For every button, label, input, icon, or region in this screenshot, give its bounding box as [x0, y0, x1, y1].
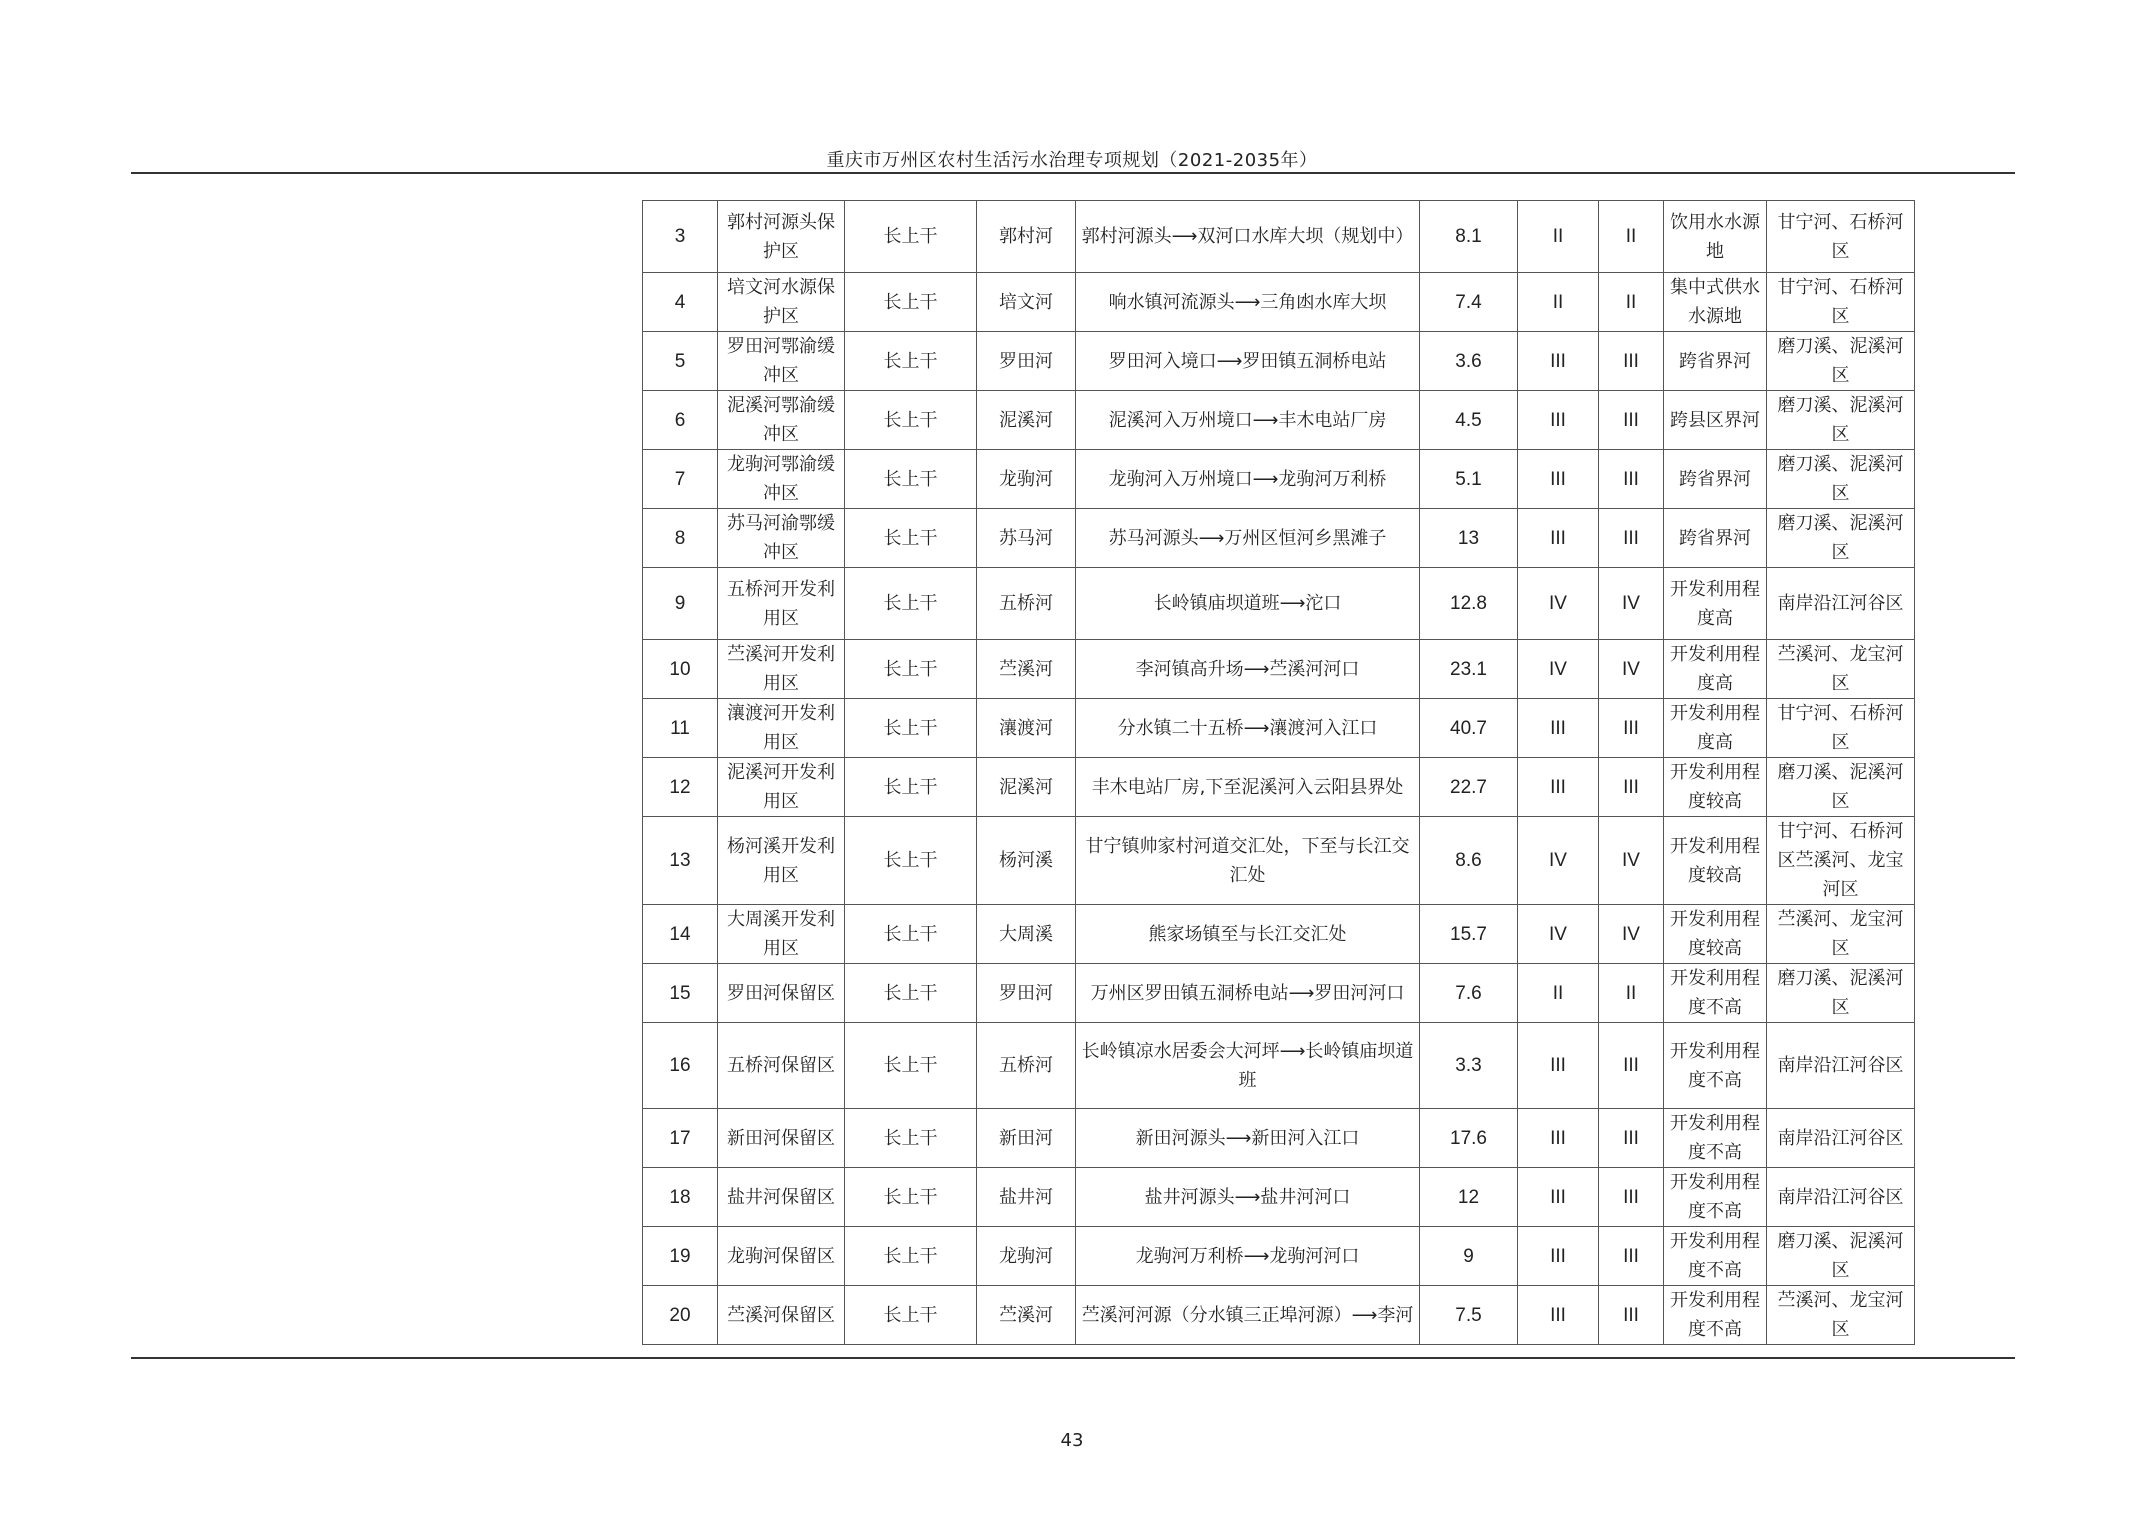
zone-name-cell: 新田河保留区: [718, 1109, 845, 1168]
water-body-cell: 苎溪河: [977, 1286, 1076, 1345]
river-system-cell: 长上干: [845, 1227, 977, 1286]
zone-name-cell: 龙驹河鄂渝缓冲区: [718, 450, 845, 509]
row-number-cell: 20: [643, 1286, 718, 1345]
water-function-zone-table: [642, 200, 1915, 1345]
header-title: 重庆市万州区农村生活污水治理专项规划（2021-2035年）: [826, 150, 1318, 171]
table-row: [643, 758, 1915, 817]
river-system-cell: 长上干: [845, 391, 977, 450]
basin-area-cell: 南岸沿江河谷区: [1767, 1109, 1915, 1168]
river-system-cell: 长上干: [845, 450, 977, 509]
division-basis-cell: 开发利用程度不高: [1664, 964, 1767, 1023]
zone-scope-cell: 龙驹河万利桥⟶龙驹河河口: [1076, 1227, 1420, 1286]
zone-name-cell: 罗田河保留区: [718, 964, 845, 1023]
table-row: [643, 699, 1915, 758]
target-grade-cell: III: [1599, 1023, 1664, 1109]
row-number-cell: 5: [643, 332, 718, 391]
river-system-cell: 长上干: [845, 509, 977, 568]
current-grade-cell: III: [1518, 1168, 1599, 1227]
basin-area-cell: 苎溪河、龙宝河区: [1767, 1286, 1915, 1345]
division-basis-cell: 开发利用程度高: [1664, 640, 1767, 699]
table-row: [643, 1168, 1915, 1227]
table-row: [643, 332, 1915, 391]
zone-name-cell: 大周溪开发利用区: [718, 905, 845, 964]
zone-length-cell: 7.5: [1420, 1286, 1518, 1345]
row-number-cell: 11: [643, 699, 718, 758]
table-row: [643, 640, 1915, 699]
current-grade-cell: III: [1518, 1109, 1599, 1168]
zone-scope-cell: 苏马河源头⟶万州区恒河乡黑滩子: [1076, 509, 1420, 568]
division-basis-cell: 集中式供水水源地: [1664, 273, 1767, 332]
footer-divider: [131, 1357, 2015, 1359]
zone-length-cell: 7.4: [1420, 273, 1518, 332]
water-body-cell: 五桥河: [977, 568, 1076, 640]
zone-scope-cell: 熊家场镇至与长江交汇处: [1076, 905, 1420, 964]
water-body-cell: 培文河: [977, 273, 1076, 332]
zone-name-cell: 五桥河开发利用区: [718, 568, 845, 640]
table-row: [643, 1109, 1915, 1168]
row-number-cell: 16: [643, 1023, 718, 1109]
row-number-cell: 6: [643, 391, 718, 450]
target-grade-cell: II: [1599, 964, 1664, 1023]
zone-length-cell: 17.6: [1420, 1109, 1518, 1168]
division-basis-cell: 开发利用程度高: [1664, 699, 1767, 758]
zone-scope-cell: 甘宁镇帅家村河道交汇处，下至与长江交汇处: [1076, 817, 1420, 905]
current-grade-cell: III: [1518, 1286, 1599, 1345]
zone-name-cell: 杨河溪开发利用区: [718, 817, 845, 905]
zone-length-cell: 7.6: [1420, 964, 1518, 1023]
table-row: [643, 509, 1915, 568]
zone-length-cell: 12: [1420, 1168, 1518, 1227]
water-body-cell: 苎溪河: [977, 640, 1076, 699]
row-number-cell: 19: [643, 1227, 718, 1286]
basin-area-cell: 磨刀溪、泥溪河区: [1767, 758, 1915, 817]
basin-area-cell: 南岸沿江河谷区: [1767, 1023, 1915, 1109]
zone-name-cell: 苎溪河保留区: [718, 1286, 845, 1345]
river-system-cell: 长上干: [845, 1023, 977, 1109]
division-basis-cell: 饮用水水源地: [1664, 201, 1767, 273]
zone-scope-cell: 长岭镇凉水居委会大河坪⟶长岭镇庙坝道班: [1076, 1023, 1420, 1109]
basin-area-cell: 磨刀溪、泥溪河区: [1767, 1227, 1915, 1286]
division-basis-cell: 开发利用程度较高: [1664, 905, 1767, 964]
row-number-cell: 12: [643, 758, 718, 817]
water-body-cell: 五桥河: [977, 1023, 1076, 1109]
current-grade-cell: III: [1518, 758, 1599, 817]
target-grade-cell: III: [1599, 1227, 1664, 1286]
current-grade-cell: III: [1518, 699, 1599, 758]
row-number-cell: 18: [643, 1168, 718, 1227]
water-body-cell: 罗田河: [977, 332, 1076, 391]
zone-length-cell: 40.7: [1420, 699, 1518, 758]
target-grade-cell: III: [1599, 332, 1664, 391]
target-grade-cell: III: [1599, 509, 1664, 568]
water-body-cell: 瀼渡河: [977, 699, 1076, 758]
row-number-cell: 7: [643, 450, 718, 509]
row-number-cell: 17: [643, 1109, 718, 1168]
target-grade-cell: IV: [1599, 905, 1664, 964]
table-body: [643, 201, 1915, 1345]
zone-scope-cell: 罗田河入境口⟶罗田镇五洞桥电站: [1076, 332, 1420, 391]
basin-area-cell: 甘宁河、石桥河区: [1767, 273, 1915, 332]
zone-length-cell: 4.5: [1420, 391, 1518, 450]
basin-area-cell: 甘宁河、石桥河区苎溪河、龙宝河区: [1767, 817, 1915, 905]
basin-area-cell: 苎溪河、龙宝河区: [1767, 640, 1915, 699]
table-row: [643, 905, 1915, 964]
zone-length-cell: 9: [1420, 1227, 1518, 1286]
header-divider: [131, 172, 2015, 174]
table-row: [643, 201, 1915, 273]
division-basis-cell: 开发利用程度较高: [1664, 817, 1767, 905]
river-system-cell: 长上干: [845, 964, 977, 1023]
current-grade-cell: III: [1518, 450, 1599, 509]
target-grade-cell: IV: [1599, 568, 1664, 640]
zone-scope-cell: 盐井河源头⟶盐井河河口: [1076, 1168, 1420, 1227]
zone-name-cell: 苎溪河开发利用区: [718, 640, 845, 699]
division-basis-cell: 跨省界河: [1664, 332, 1767, 391]
water-body-cell: 杨河溪: [977, 817, 1076, 905]
water-body-cell: 大周溪: [977, 905, 1076, 964]
river-system-cell: 长上干: [845, 817, 977, 905]
target-grade-cell: III: [1599, 391, 1664, 450]
zone-name-cell: 盐井河保留区: [718, 1168, 845, 1227]
current-grade-cell: III: [1518, 509, 1599, 568]
water-body-cell: 泥溪河: [977, 391, 1076, 450]
water-body-cell: 郭村河: [977, 201, 1076, 273]
zone-scope-cell: 万州区罗田镇五洞桥电站⟶罗田河河口: [1076, 964, 1420, 1023]
zone-name-cell: 培文河水源保护区: [718, 273, 845, 332]
current-grade-cell: II: [1518, 273, 1599, 332]
water-body-cell: 泥溪河: [977, 758, 1076, 817]
zone-length-cell: 12.8: [1420, 568, 1518, 640]
water-body-cell: 龙驹河: [977, 1227, 1076, 1286]
target-grade-cell: IV: [1599, 640, 1664, 699]
current-grade-cell: III: [1518, 391, 1599, 450]
river-system-cell: 长上干: [845, 201, 977, 273]
current-grade-cell: III: [1518, 1227, 1599, 1286]
water-body-cell: 苏马河: [977, 509, 1076, 568]
river-system-cell: 长上干: [845, 699, 977, 758]
target-grade-cell: II: [1599, 273, 1664, 332]
river-system-cell: 长上干: [845, 640, 977, 699]
zone-name-cell: 苏马河渝鄂缓冲区: [718, 509, 845, 568]
division-basis-cell: 开发利用程度不高: [1664, 1227, 1767, 1286]
zone-scope-cell: 李河镇高升场⟶苎溪河河口: [1076, 640, 1420, 699]
table-row: [643, 450, 1915, 509]
division-basis-cell: 跨县区界河: [1664, 391, 1767, 450]
current-grade-cell: IV: [1518, 905, 1599, 964]
target-grade-cell: III: [1599, 1109, 1664, 1168]
zone-name-cell: 泥溪河开发利用区: [718, 758, 845, 817]
zone-scope-cell: 响水镇河流源头⟶三角凼水库大坝: [1076, 273, 1420, 332]
page-number: 43: [1060, 1430, 1084, 1451]
target-grade-cell: III: [1599, 1286, 1664, 1345]
current-grade-cell: II: [1518, 201, 1599, 273]
basin-area-cell: 磨刀溪、泥溪河区: [1767, 332, 1915, 391]
basin-area-cell: 南岸沿江河谷区: [1767, 1168, 1915, 1227]
current-grade-cell: IV: [1518, 817, 1599, 905]
row-number-cell: 8: [643, 509, 718, 568]
river-system-cell: 长上干: [845, 1168, 977, 1227]
basin-area-cell: 甘宁河、石桥河区: [1767, 699, 1915, 758]
zone-scope-cell: 苎溪河河源（分水镇三正埠河源）⟶李河: [1076, 1286, 1420, 1345]
current-grade-cell: III: [1518, 332, 1599, 391]
water-body-cell: 龙驹河: [977, 450, 1076, 509]
division-basis-cell: 开发利用程度不高: [1664, 1286, 1767, 1345]
table-row: [643, 964, 1915, 1023]
target-grade-cell: II: [1599, 201, 1664, 273]
row-number-cell: 14: [643, 905, 718, 964]
division-basis-cell: 开发利用程度较高: [1664, 758, 1767, 817]
basin-area-cell: 磨刀溪、泥溪河区: [1767, 450, 1915, 509]
current-grade-cell: IV: [1518, 568, 1599, 640]
division-basis-cell: 开发利用程度不高: [1664, 1023, 1767, 1109]
zone-scope-cell: 丰木电站厂房,下至泥溪河入云阳县界处: [1076, 758, 1420, 817]
basin-area-cell: 甘宁河、石桥河区: [1767, 201, 1915, 273]
basin-area-cell: 磨刀溪、泥溪河区: [1767, 391, 1915, 450]
row-number-cell: 15: [643, 964, 718, 1023]
table-row: [643, 1227, 1915, 1286]
table-row: [643, 391, 1915, 450]
river-system-cell: 长上干: [845, 905, 977, 964]
row-number-cell: 9: [643, 568, 718, 640]
zone-length-cell: 22.7: [1420, 758, 1518, 817]
table-row: [643, 273, 1915, 332]
row-number-cell: 3: [643, 201, 718, 273]
target-grade-cell: III: [1599, 699, 1664, 758]
division-basis-cell: 跨省界河: [1664, 450, 1767, 509]
current-grade-cell: II: [1518, 964, 1599, 1023]
table-row: [643, 568, 1915, 640]
zone-length-cell: 8.1: [1420, 201, 1518, 273]
water-body-cell: 罗田河: [977, 964, 1076, 1023]
water-body-cell: 新田河: [977, 1109, 1076, 1168]
row-number-cell: 10: [643, 640, 718, 699]
table-row: [643, 817, 1915, 905]
target-grade-cell: III: [1599, 450, 1664, 509]
water-body-cell: 盐井河: [977, 1168, 1076, 1227]
zone-name-cell: 罗田河鄂渝缓冲区: [718, 332, 845, 391]
target-grade-cell: III: [1599, 758, 1664, 817]
target-grade-cell: IV: [1599, 817, 1664, 905]
zone-name-cell: 龙驹河保留区: [718, 1227, 845, 1286]
zone-length-cell: 5.1: [1420, 450, 1518, 509]
row-number-cell: 4: [643, 273, 718, 332]
division-basis-cell: 开发利用程度不高: [1664, 1109, 1767, 1168]
zone-name-cell: 五桥河保留区: [718, 1023, 845, 1109]
table-row: [643, 1023, 1915, 1109]
river-system-cell: 长上干: [845, 758, 977, 817]
zone-scope-cell: 龙驹河入万州境口⟶龙驹河万利桥: [1076, 450, 1420, 509]
zone-name-cell: 泥溪河鄂渝缓冲区: [718, 391, 845, 450]
zone-length-cell: 13: [1420, 509, 1518, 568]
zone-scope-cell: 分水镇二十五桥⟶瀼渡河入江口: [1076, 699, 1420, 758]
division-basis-cell: 跨省界河: [1664, 509, 1767, 568]
basin-area-cell: 磨刀溪、泥溪河区: [1767, 509, 1915, 568]
current-grade-cell: III: [1518, 1023, 1599, 1109]
river-system-cell: 长上干: [845, 332, 977, 391]
division-basis-cell: 开发利用程度高: [1664, 568, 1767, 640]
zone-length-cell: 23.1: [1420, 640, 1518, 699]
river-system-cell: 长上干: [845, 1286, 977, 1345]
division-basis-cell: 开发利用程度不高: [1664, 1168, 1767, 1227]
zone-name-cell: 郭村河源头保护区: [718, 201, 845, 273]
zone-length-cell: 8.6: [1420, 817, 1518, 905]
zone-length-cell: 3.3: [1420, 1023, 1518, 1109]
zone-name-cell: 瀼渡河开发利用区: [718, 699, 845, 758]
current-grade-cell: IV: [1518, 640, 1599, 699]
basin-area-cell: 南岸沿江河谷区: [1767, 568, 1915, 640]
zone-scope-cell: 泥溪河入万州境口⟶丰木电站厂房: [1076, 391, 1420, 450]
zone-scope-cell: 郭村河源头⟶双河口水库大坝（规划中）: [1076, 201, 1420, 273]
zone-length-cell: 15.7: [1420, 905, 1518, 964]
target-grade-cell: III: [1599, 1168, 1664, 1227]
zone-length-cell: 3.6: [1420, 332, 1518, 391]
river-system-cell: 长上干: [845, 1109, 977, 1168]
row-number-cell: 13: [643, 817, 718, 905]
zone-scope-cell: 新田河源头⟶新田河入江口: [1076, 1109, 1420, 1168]
zone-scope-cell: 长岭镇庙坝道班⟶沱口: [1076, 568, 1420, 640]
river-system-cell: 长上干: [845, 273, 977, 332]
table-row: [643, 1286, 1915, 1345]
river-system-cell: 长上干: [845, 568, 977, 640]
basin-area-cell: 磨刀溪、泥溪河区: [1767, 964, 1915, 1023]
basin-area-cell: 苎溪河、龙宝河区: [1767, 905, 1915, 964]
